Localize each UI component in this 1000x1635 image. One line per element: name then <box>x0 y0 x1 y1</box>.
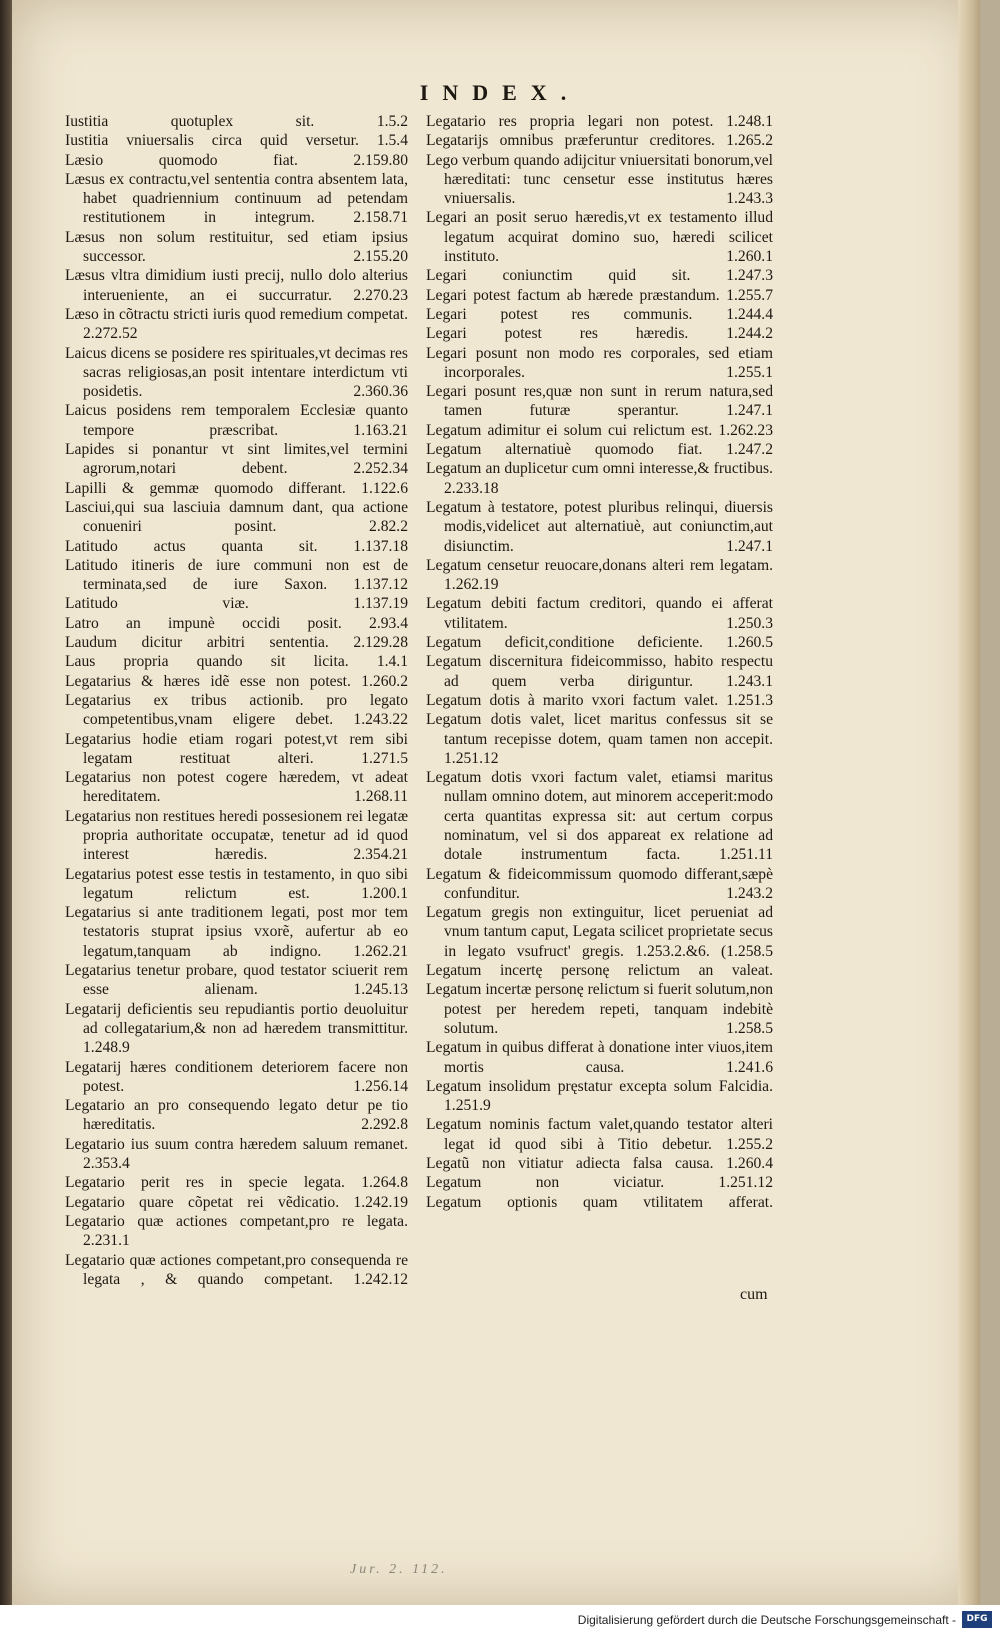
entry-reference: 1.262.19 <box>444 576 499 594</box>
entry-text: Legatarij hæres conditionem deteriorem facere non potest. <box>65 1058 408 1095</box>
entry-text: Læsio quomodo fiat. <box>65 151 298 169</box>
entry-reference: 1.243.1 <box>726 672 773 690</box>
index-entry <box>426 440 773 459</box>
entry-text: Legatum dotis vxori factum valet, etiamsi maritus nullam omnino dotem, aut minorem acceperit:modo certa quantitas expressa sit: aut certum corpus nominatum, vel si dos appareat ex relatione ad dotale instrumentum facta. <box>426 769 773 864</box>
entry-text: Laicus dicens se posidere res spirituales,vt decimas res sacras religiosas,an posit intentare interdictum vti posidetis. <box>65 344 408 401</box>
entry-text: Lego verbum quando adijcitur vniuersitati bonorum,vel hæreditati: tunc censetur esse institutus hæres vniuersalis. <box>426 151 773 208</box>
index-entry <box>426 768 773 864</box>
entry-text: Lapilli & gemmæ quomodo differant. <box>65 479 346 497</box>
entry-text: Legatario perit res in specie legata. <box>65 1174 345 1192</box>
entry-reference: 2.272.52 <box>83 325 138 343</box>
entry-text: Legatarius tenetur probare, quod testator sciuerit rem esse alienam. <box>65 962 408 999</box>
index-entry <box>65 1251 408 1290</box>
entry-text: Legatarius potest esse testis in testamento, in quo sibi legatum relictum est. <box>65 865 408 902</box>
index-entry <box>426 208 773 266</box>
entry-text: Legatum dotis valet, licet maritus confessus sit se tantum recepisse dotem, quam tamen non accepit. <box>426 711 773 748</box>
entry-text: Laus propria quando sit licita. <box>65 653 349 671</box>
index-entry <box>65 266 408 305</box>
index-entry <box>65 151 408 170</box>
entry-text: Legatum adimitur ei solum cui relictum est. <box>426 421 713 439</box>
index-entry <box>426 382 773 421</box>
entry-reference: 2.292.8 <box>361 1116 408 1134</box>
entry-reference: 1.250.3 <box>726 614 773 632</box>
index-entry <box>426 691 773 710</box>
entry-reference: 1.200.1 <box>361 884 408 902</box>
index-entry <box>426 131 773 150</box>
index-entry <box>426 903 773 961</box>
index-entry <box>426 421 773 440</box>
index-entry <box>65 1135 408 1174</box>
index-entry <box>65 1058 408 1097</box>
entry-text: Legatum censetur reuocare,donans alteri rem legatam. <box>426 556 773 574</box>
entry-reference: 1.248.9 <box>83 1039 130 1057</box>
entry-text: Legatum debiti factum creditori, quando ei afferat vtilitatem. <box>426 595 773 632</box>
index-entry <box>65 228 408 267</box>
entry-text: Legatarius & hæres idẽ esse non potest. <box>65 672 351 690</box>
entry-text: Lapides si ponantur vt sint limites,vel termini agrorum,notari debent. <box>65 441 408 478</box>
entry-reference: 1.244.2 <box>726 325 773 343</box>
entry-reference: 2.129.28 <box>353 634 408 652</box>
entry-reference: 1.247.3 <box>726 267 773 285</box>
footer-credit: Digitalisierung gefördert durch die Deutsche Forschungsgemeinschaft - <box>577 1613 956 1627</box>
entry-reference: 1.255.7 <box>726 286 773 304</box>
entry-reference: 1.268.11 <box>354 788 408 806</box>
index-entry <box>65 633 408 652</box>
entry-text: Latitudo viæ. <box>65 595 249 613</box>
entry-reference: 2.82.2 <box>369 518 408 536</box>
entry-reference: 2.159.80 <box>353 151 408 169</box>
entry-reference: 1.122.6 <box>361 479 408 497</box>
entry-text: Legatario quæ actiones competant,pro consequenda re legata , & quando competant. <box>65 1251 408 1288</box>
index-entry <box>65 112 408 131</box>
entry-text: Læso in cõtractu stricti iuris quod remedium competat. <box>65 305 408 323</box>
entry-text: Læsus non solum restituitur, sed etiam ipsius successor. <box>65 228 408 266</box>
entry-reference: 1.256.14 <box>353 1077 408 1095</box>
entry-text: Legatum dotis à marito vxori factum valet. <box>426 691 719 709</box>
index-entry <box>426 1077 773 1116</box>
entry-reference: 2.270.23 <box>353 286 408 304</box>
index-entry <box>426 151 773 209</box>
entry-reference: 1.251.9 <box>444 1097 491 1115</box>
entry-text: Legatum nominis factum valet,quando testator alteri legat id quod sibi à Titio debetur. <box>426 1116 773 1153</box>
index-entry <box>426 594 773 633</box>
index-entry <box>65 614 408 633</box>
entry-text: Legatum optionis quam vtilitatem afferat. <box>426 1193 773 1211</box>
entry-reference: 2.252.34 <box>353 460 408 478</box>
index-entry <box>426 286 773 305</box>
entry-text: Legatarij deficientis seu repudiantis portio deuoluitur ad collegatarium,& non ad hæredem transmittitur. <box>65 1000 408 1037</box>
entry-reference: 1.255.2 <box>726 1135 773 1153</box>
entry-reference: 1.242.12 <box>353 1270 408 1288</box>
entry-text: Legari potest res hæredis. <box>426 325 689 343</box>
entry-reference: 1.260.1 <box>726 248 773 266</box>
index-entry <box>426 1173 773 1192</box>
entry-text: Legatum non viciatur. <box>426 1174 665 1192</box>
entry-text: Legatum à testatore, potest pluribus relinqui, diuersis modis,videlicet aut alternatiuè, aut coniunctim,aut disiunctim. <box>426 498 773 555</box>
index-entry <box>65 170 408 228</box>
index-entry <box>65 1000 408 1058</box>
entry-reference: 2.155.20 <box>353 248 408 266</box>
entry-reference: 1.265.2 <box>726 132 773 150</box>
entry-reference: 1.260.2 <box>361 672 408 690</box>
index-entry <box>426 1193 773 1212</box>
index-entry <box>65 344 408 402</box>
index-entry <box>65 1096 408 1135</box>
entry-text: Latitudo itineris de iure communi non est de terminata,sed de iure Saxon. <box>65 556 408 594</box>
entry-text: Legatum in quibus differat à donatione inter viuos,item mortis causa. <box>426 1039 773 1076</box>
entry-reference: 1.241.6 <box>726 1058 773 1076</box>
index-entry <box>426 1038 773 1077</box>
index-entry <box>65 961 408 1000</box>
entry-text: Iustitia vniuersalis circa quid versetur. <box>65 132 359 150</box>
index-entry <box>65 807 408 865</box>
index-column-left <box>65 112 408 1289</box>
entry-reference: 1.137.18 <box>353 537 408 555</box>
entry-reference: 1.163.21 <box>353 421 408 439</box>
index-entry <box>65 498 408 537</box>
entry-reference: 1.247.1 <box>726 537 773 555</box>
entry-reference: 1.255.1 <box>726 363 773 381</box>
index-entry <box>426 266 773 285</box>
index-entry <box>426 344 773 383</box>
entry-text: Læsus ex contractu,vel sententia contra absentem lata, habet quadriennium continuum ad petendam restitutionem in integrum. <box>65 170 408 227</box>
entry-reference: 2.233.18 <box>444 479 499 497</box>
index-entry <box>426 652 773 691</box>
entry-text: Legatum incertæ personę relictum si fuerit solutum,non potest per heredem repeti, tanquam indebitè solutum. <box>426 981 773 1037</box>
index-entry <box>426 498 773 556</box>
entry-reference: 1.137.12 <box>353 576 408 594</box>
entry-reference: 1.262.23 <box>718 421 773 439</box>
entry-text: Lasciui,qui sua lasciuia damnum dant, qua actione conueniri posint. <box>65 498 408 536</box>
index-entry <box>426 633 773 652</box>
entry-reference: 1.244.4 <box>726 305 773 323</box>
index-entry <box>65 865 408 904</box>
index-entry <box>65 672 408 691</box>
index-entry <box>426 305 773 324</box>
entry-reference: 2.360.36 <box>353 383 408 401</box>
entry-text: Laudum dicitur arbitri sententia. <box>65 634 329 652</box>
index-entry <box>65 537 408 556</box>
page-title: INDEX. <box>419 80 581 105</box>
entry-text: Legatario quæ actiones competant,pro re legata. <box>65 1212 408 1230</box>
entry-reference: 1.245.13 <box>353 981 408 999</box>
index-entry <box>65 401 408 440</box>
entry-text: Legatarius non potest cogere hæredem, vt adeat hereditatem. <box>65 769 408 806</box>
index-entry <box>65 594 408 613</box>
entry-reference: 1.5.2 <box>376 113 408 130</box>
entry-text: Legatum insolidum pręstatur excepta solum Falcidia. <box>426 1077 773 1095</box>
entry-reference: 1.242.19 <box>353 1193 408 1211</box>
entry-text: Legatum gregis non extinguitur, licet perueniat ad vnum tantum caput, Legata scilicet proprietate secus in legato vsufruct' gregis. <box>426 904 773 960</box>
index-entry <box>426 961 773 980</box>
entry-text: Legari an posit seruo hæredis,vt ex testamento illud legatum acquirat domino suo, hæredi scilicet instituto. <box>426 209 773 266</box>
index-entry <box>426 865 773 904</box>
index-entry <box>426 459 773 498</box>
entry-text: Legatũ non vitiatur adiecta falsa causa. <box>426 1155 714 1173</box>
entry-reference: 1.4.1 <box>376 653 408 671</box>
entry-reference: 1.251.12 <box>718 1174 773 1192</box>
dfg-logo: DFG <box>962 1611 992 1628</box>
entry-reference: 1.137.19 <box>353 595 408 613</box>
index-entry <box>65 556 408 595</box>
entry-text: Legari potest res communis. <box>426 305 693 323</box>
entry-reference: 1.251.3 <box>726 691 773 709</box>
entry-text: Iustitia quotuplex sit. <box>65 113 315 130</box>
pencil-shelfmark: Jur. 2. 112. <box>350 1562 448 1577</box>
entry-reference: 1.248.1 <box>726 113 773 130</box>
entry-reference: 1.251.12 <box>444 749 499 767</box>
entry-reference: 1.264.8 <box>361 1174 408 1192</box>
catchword: cum <box>740 1286 768 1303</box>
index-entry <box>65 131 408 150</box>
index-entry <box>65 1212 408 1251</box>
index-entry <box>426 112 773 131</box>
index-entry <box>426 324 773 343</box>
entry-reference: 1.260.5 <box>726 634 773 652</box>
entry-reference: 2.231.1 <box>83 1232 130 1250</box>
entry-reference: 1.243.3 <box>726 190 773 208</box>
entry-reference: 1.243.2 <box>726 884 773 902</box>
page-edge <box>958 0 980 1605</box>
entry-text: Legari coniunctim quid sit. <box>426 267 691 285</box>
entry-text: Legatarius si ante traditionem legati, post mor tem testatoris stuprat ipsius vxorẽ, aufertur ab eo legatum,tanquam ab indigno. <box>65 904 408 960</box>
entry-reference: 1.262.21 <box>353 942 408 960</box>
entry-text: Legatum incertę personę relictum an valeat. <box>426 962 773 980</box>
entry-reference: 1.247.2 <box>726 441 773 459</box>
entry-reference: 2.158.71 <box>353 209 408 227</box>
index-entry <box>426 1115 773 1154</box>
index-entry <box>65 768 408 807</box>
entry-text: Legari potest factum ab hærede præstandum. <box>426 286 720 304</box>
entry-text: Legari posunt non modo res corporales, sed etiam incorporales. <box>426 344 773 381</box>
entry-text: Legatum discernitura fideicommisso, habito respectu ad quem verba diriguntur. <box>426 653 773 690</box>
entry-reference: 1.247.1 <box>726 402 773 420</box>
entry-reference: 1.260.4 <box>726 1155 773 1173</box>
index-entry <box>65 903 408 961</box>
index-entry <box>65 1193 408 1212</box>
index-entry <box>65 730 408 769</box>
entry-text: Legatarius non restitues heredi possesionem rei legatæ propria authoritate occupatæ, tenetur ad id quod interest hæredis. <box>65 807 408 864</box>
entry-text: Legatum & fideicommissum quomodo differant,sæpè confunditur. <box>426 865 773 902</box>
entry-text: Legatum alternatiuè quomodo fiat. <box>426 441 703 459</box>
entry-text: Legatario ius suum contra hæredem saluum remanet. <box>65 1135 408 1153</box>
entry-reference: 1.251.11 <box>719 846 773 864</box>
index-entry <box>65 691 408 730</box>
entry-reference: 2.354.21 <box>353 846 408 864</box>
entry-text: Legatum an duplicetur cum omni interesse,& fructibus. <box>426 460 773 478</box>
entry-text: Latitudo actus quanta sit. <box>65 537 318 555</box>
entry-reference: 1.258.5 <box>726 1019 773 1037</box>
index-entry <box>426 556 773 595</box>
index-entry <box>426 980 773 1038</box>
index-entry <box>65 1173 408 1192</box>
entry-text: Legatarius hodie etiam rogari potest,vt rem sibi legatam restituat alteri. <box>65 730 408 767</box>
entry-reference: 1.253.2.&6. (1.258.5 <box>635 942 773 960</box>
entry-reference: 2.353.4 <box>83 1155 130 1173</box>
index-entry <box>426 1154 773 1173</box>
entry-text: Laicus posidens rem temporalem Ecclesiæ quanto tempore præscribat. <box>65 402 408 439</box>
entry-text: Læsus vltra dimidium iusti precij, nullo dolo alterius interueniente, an ei succurratur. <box>65 267 408 304</box>
index-entry <box>426 710 773 768</box>
index-entry <box>65 652 408 671</box>
entry-reference: 1.271.5 <box>361 749 408 767</box>
entry-text: Legatarijs omnibus præferuntur creditores. <box>426 132 715 150</box>
entry-text: Legatario an pro consequendo legato detur pe tio hæreditatis. <box>65 1097 408 1134</box>
entry-text: Legatario quare cõpetat rei vẽdicatio. <box>65 1193 340 1211</box>
entry-text: Latro an impunè occidi posit. <box>65 614 342 632</box>
entry-reference: 1.243.22 <box>353 711 408 729</box>
entry-reference: 2.93.4 <box>369 614 408 632</box>
digitization-footer <box>0 1605 1000 1635</box>
entry-text: Legatum deficit,conditione deficiente. <box>426 634 703 652</box>
entry-text: Legatario res propria legari non potest. <box>426 113 714 130</box>
entry-text: Legari posunt res,quæ non sunt in rerum natura,sed tamen futuræ sperantur. <box>426 383 773 420</box>
index-entry <box>65 305 408 344</box>
entry-reference: 1.5.4 <box>376 132 408 150</box>
index-entry <box>65 440 408 479</box>
entry-text: Legatarius ex tribus actionib. pro legato competentibus,vnam eligere debet. <box>65 691 408 729</box>
index-column-right <box>426 112 773 1212</box>
index-entry <box>65 479 408 498</box>
